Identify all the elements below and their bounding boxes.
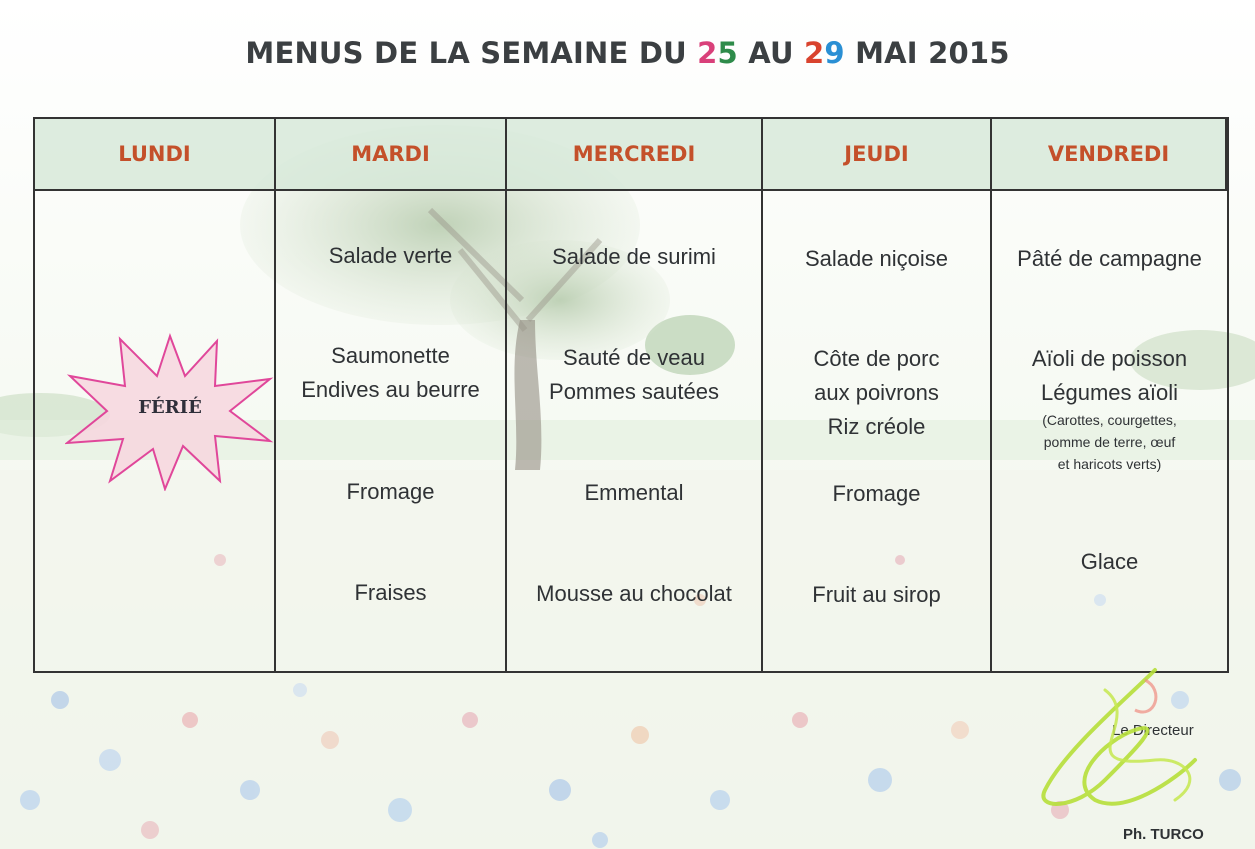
column-mardi (276, 191, 507, 671)
header-mercredi: MERCREDI (507, 119, 763, 191)
title-prefix: MENUS DE LA SEMAINE DU (245, 36, 698, 70)
mercredi-starter: Salade de surimi (552, 244, 716, 269)
title-digit: 5 (717, 36, 738, 70)
vendredi-starter: Pâté de campagne (1017, 246, 1202, 271)
title-digit: 9 (824, 36, 845, 70)
mardi-cheese: Fromage (346, 479, 435, 504)
title-suffix: MAI 2015 (844, 36, 1010, 70)
title-digit: 2 (697, 36, 718, 70)
mardi-main-line: Endives au beurre (301, 377, 480, 402)
column-mercredi (507, 191, 763, 671)
vendredi-note (992, 409, 1227, 475)
vendredi-main-line: Aïoli de poisson (1031, 346, 1188, 371)
header-lundi: LUNDI (35, 119, 276, 191)
title-middle: AU (737, 36, 805, 70)
vendredi-main (992, 342, 1227, 410)
vendredi-note-line: pomme de terre, œuf (1043, 434, 1176, 450)
vendredi-note-line: (Carottes, courgettes, (1042, 412, 1177, 428)
jeudi-starter: Salade niçoise (804, 246, 949, 271)
vendredi-main-line: Légumes aïoli (1041, 380, 1178, 405)
signature-name: Ph. TURCO (1123, 826, 1204, 843)
mercredi-main-line: Pommes sautées (549, 379, 719, 404)
jeudi-main-line: aux poivrons (814, 380, 939, 405)
header-vendredi: VENDREDI (992, 119, 1227, 191)
ferie-badge (65, 331, 275, 491)
weekly-menu-table (33, 117, 1229, 673)
jeudi-main-line: Riz créole (827, 414, 926, 439)
vendredi-dessert: Glace (1080, 549, 1139, 574)
column-vendredi (992, 191, 1227, 671)
column-lundi (35, 191, 276, 671)
mercredi-main (507, 341, 761, 409)
mardi-main-line: Saumonette (331, 343, 450, 368)
mardi-main (276, 339, 505, 407)
signature-scribble-icon (1005, 660, 1215, 820)
mardi-starter: Salade verte (328, 243, 453, 268)
jeudi-dessert: Fruit au sirop (812, 582, 941, 607)
jeudi-main (763, 342, 990, 444)
mercredi-dessert: Mousse au chocolat (536, 581, 732, 606)
page-title (0, 36, 1255, 70)
jeudi-main-line: Côte de porc (813, 346, 940, 371)
title-digit: 2 (804, 36, 825, 70)
mardi-dessert: Fraises (354, 580, 427, 605)
header-mardi: MARDI (276, 119, 507, 191)
vendredi-note-line: et haricots verts) (1057, 456, 1162, 472)
mercredi-main-line: Sauté de veau (563, 345, 705, 370)
mercredi-cheese: Emmental (584, 480, 684, 505)
column-jeudi (763, 191, 992, 671)
header-jeudi: JEUDI (763, 119, 992, 191)
signature-role: Le Directeur (1112, 722, 1194, 739)
jeudi-cheese: Fromage (832, 481, 921, 506)
ferie-label: FÉRIÉ (138, 397, 202, 418)
